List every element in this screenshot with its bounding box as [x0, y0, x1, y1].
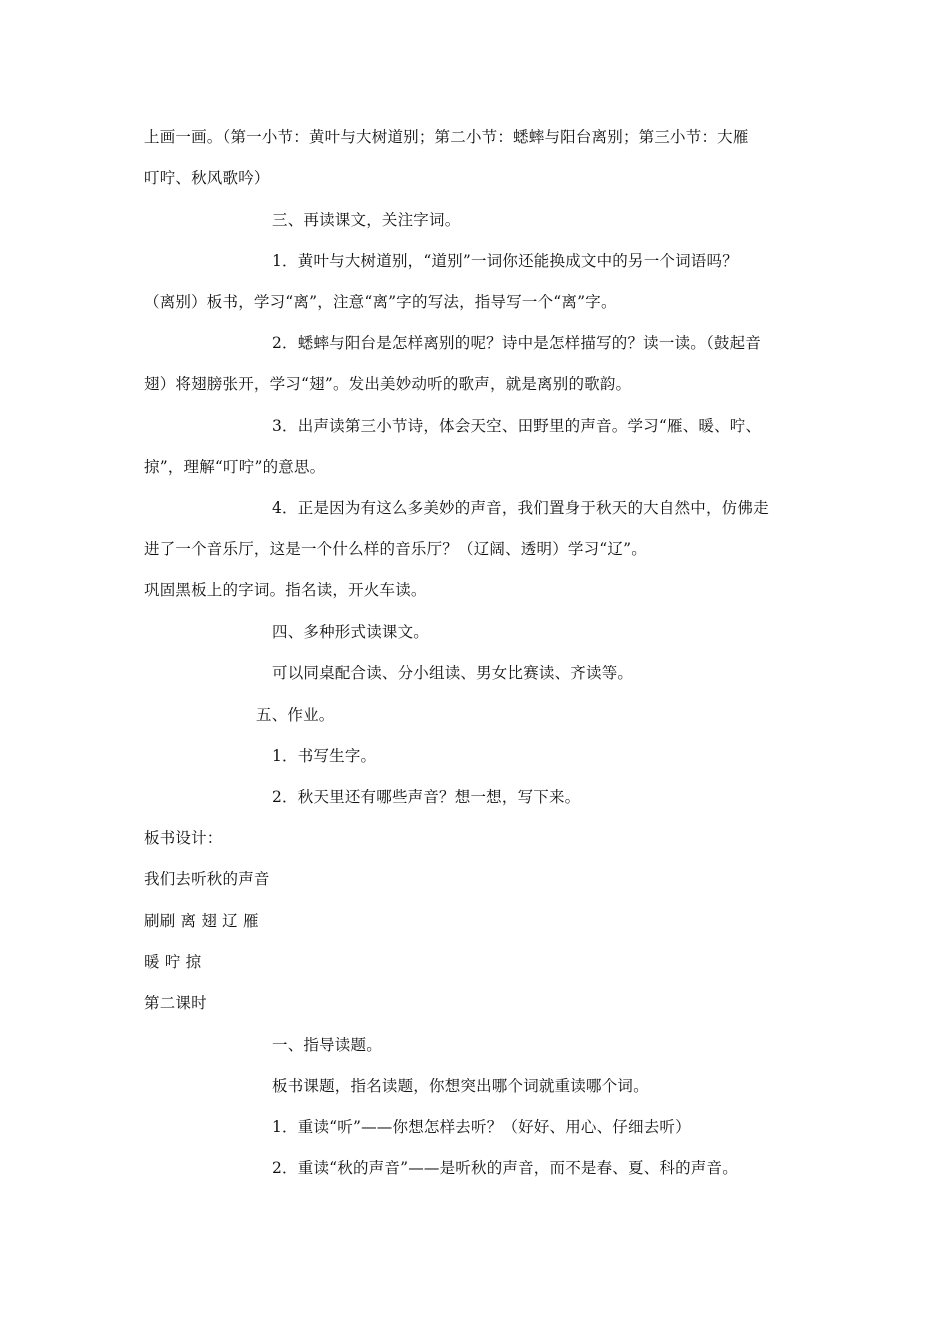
text-line: 可以同桌配合读、分小组读、男女比赛读、齐读等。	[272, 664, 634, 682]
text-line: 掠”，理解“叮咛”的意思。	[144, 458, 326, 476]
text-line: 2．秋天里还有哪些声音？想一想，写下来。	[272, 788, 581, 806]
text-line: 1．书写生字。	[272, 747, 377, 765]
text-line: 巩固黑板上的字词。指名读，开火车读。	[144, 581, 427, 599]
text-line: 进了一个音乐厅，这是一个什么样的音乐厅？（辽阔、透明）学习“辽”。	[144, 540, 647, 558]
text-line: 板书课题，指名读题，你想突出哪个词就重读哪个词。	[272, 1077, 649, 1095]
text-line: 1．重读“听”——你想怎样去听？（好好、用心、仔细去听）	[272, 1118, 691, 1136]
text-line: 叮咛、秋风歌吟）	[144, 169, 270, 187]
board-title: 我们去听秋的声音	[144, 870, 270, 888]
text-line: 2．重读“秋的声音”——是听秋的声音，而不是春、夏、科的声音。	[272, 1159, 738, 1177]
text-line: 2．蟋蟀与阳台是怎样离别的呢？诗中是怎样描写的？读一读。（鼓起音	[272, 334, 762, 352]
text-line: 上画一画。（第一小节：黄叶与大树道别；第二小节：蟋蟀与阳台离别；第三小节：大雁	[144, 128, 749, 146]
section-heading: 三、再读课文，关注字词。	[272, 211, 461, 229]
text-line: 1．黄叶与大树道别，“道别”一词你还能换成文中的另一个词语吗？	[272, 252, 738, 270]
section-heading: 一、指导读题。	[272, 1036, 382, 1054]
board-design-heading: 板书设计：	[144, 829, 223, 847]
lesson-heading: 第二课时	[144, 994, 207, 1012]
text-line: 4．正是因为有这么多美妙的声音，我们置身于秋天的大自然中，仿佛走	[272, 499, 769, 517]
text-line: （离别）板书，学习“离”，注意“离”字的写法，指导写一个“离”字。	[144, 293, 617, 311]
board-characters: 刷刷 离 翅 辽 雁	[144, 912, 259, 930]
section-heading: 四、多种形式读课文。	[272, 623, 430, 641]
text-line: 3．出声读第三小节诗，体会天空、田野里的声音。学习“雁、暖、咛、	[272, 417, 762, 435]
text-line: 翅）将翅膀张开，学习“翅”。发出美妙动听的歌声，就是离别的歌韵。	[144, 375, 632, 393]
section-heading: 五、作业。	[256, 706, 335, 724]
board-characters: 暖 咛 掠	[144, 953, 202, 971]
